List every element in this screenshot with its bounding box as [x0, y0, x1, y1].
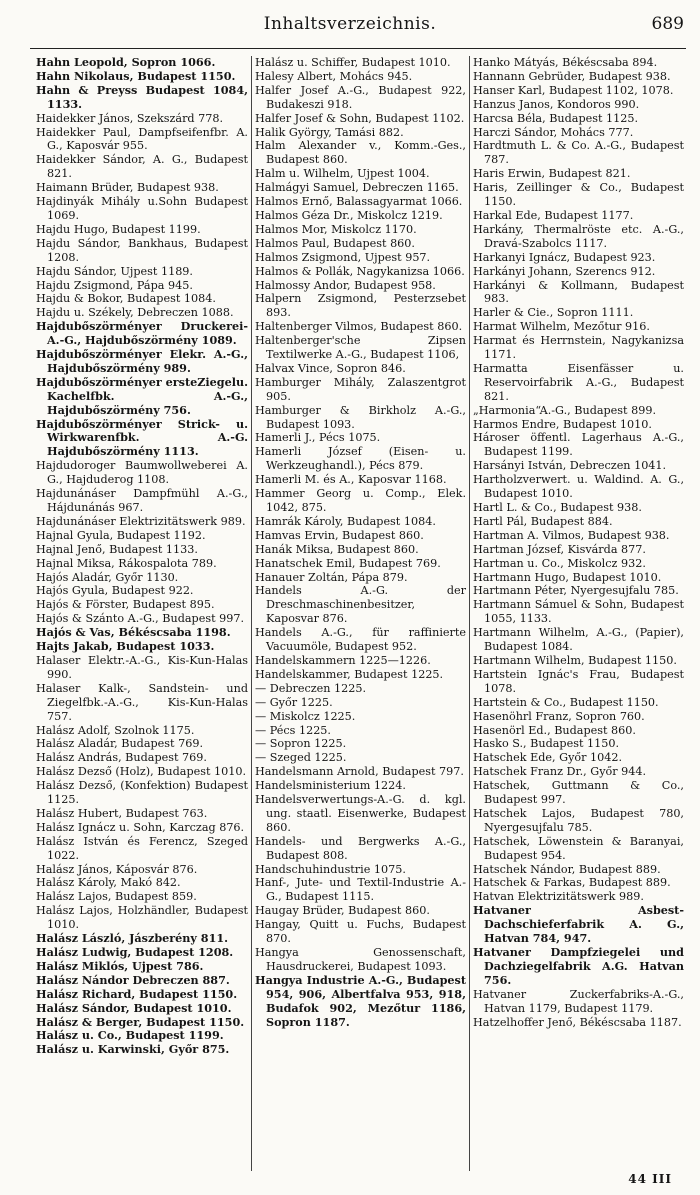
index-entry: Hajdubőszörményer Elekr. A.-G., Hajdubőszörmény 989.	[36, 347, 248, 375]
index-entry: — Pécs 1225.	[255, 723, 331, 737]
index-entry: Halm Alexander v., Komm.-Ges., Budapest 860.	[255, 139, 466, 167]
index-entry: Hajdu Sándor, Bankhaus, Budapest 1208.	[36, 236, 248, 264]
index-entry: Halpern Zsigmond, Pesterzsebet 893.	[255, 292, 466, 320]
index-entry: Halmos Géza Dr., Miskolcz 1219.	[255, 208, 443, 222]
index-entry: Hartmann Péter, Nyergesujfalu 785.	[473, 584, 679, 598]
index-entry: Hanser Karl, Budapest 1102, 1078.	[473, 83, 674, 97]
index-entry: Hamerli M. és A., Kaposvar 1168.	[255, 473, 447, 487]
index-entry: Haidekker János, Szekszárd 778.	[36, 111, 224, 125]
index-entry: Halik György, Tamási 882.	[255, 125, 404, 139]
index-entry: Hamburger & Birkholz A.-G., Budapest 1093.	[255, 403, 466, 431]
index-entry: Hajós Aladár, Győr 1130.	[36, 570, 179, 584]
index-entry: Haidekker Sándor, A. G., Budapest 821.	[36, 153, 248, 181]
index-entry: Haris Erwin, Budapest 821.	[473, 167, 631, 181]
index-entry: Halász Lajos, Budapest 859.	[36, 890, 197, 904]
index-entry: Harczi Sándor, Mohács 777.	[473, 125, 634, 139]
index-column-2	[251, 56, 469, 1171]
signature-mark: 44 III	[628, 1172, 672, 1186]
index-entry: Halász Károly, Makó 842.	[36, 876, 181, 890]
index-entry: Halm u. Wilhelm, Ujpest 1004.	[255, 167, 430, 181]
index-entry: Haltenberger Vilmos, Budapest 860.	[255, 320, 463, 334]
index-entry: Halász Richard, Budapest 1150.	[36, 986, 238, 1001]
index-entry: Harkányi Johann, Szerencs 912.	[473, 264, 656, 278]
index-entry: „Harmonia“A.-G., Budapest 899.	[473, 403, 657, 417]
index-entry: Hamburger Mihály, Zalaszentgrot 905.	[255, 375, 466, 403]
index-entry: — Miskolcz 1225.	[255, 709, 356, 723]
index-entry: Hartl L. & Co., Budapest 938.	[473, 501, 642, 514]
index-entry: Hatvan Elektrizitätswerk 989.	[473, 890, 644, 904]
index-entry: Halász András, Budapest 769.	[36, 751, 207, 765]
index-entry: Haris, Zeillinger & Co., Budapest 1150.	[473, 181, 684, 209]
index-entry: Hanák Miksa, Budapest 860.	[255, 542, 419, 556]
index-entry: Hajdunánáser Elektrizitätswerk 989.	[36, 514, 246, 528]
index-entry: Hatschek, Löwenstein & Baranyai, Budapest 954.	[473, 834, 684, 862]
index-entry: Handelsministerium 1224.	[255, 779, 406, 793]
index-entry: Hartmann Wilhelm, A.-G., (Papier), Budapest 1084.	[473, 626, 684, 654]
index-entry: Hajnal Jenő, Budapest 1133.	[36, 542, 198, 556]
page-number: 689	[651, 14, 684, 34]
index-column-3	[469, 56, 687, 1171]
index-entry: Hajós & Förster, Budapest 895.	[36, 598, 215, 612]
index-entry: Hartholzverwert. u. Waldind. A. G., Budapest 1010.	[473, 473, 684, 501]
page-header	[0, 0, 700, 48]
index-entry: Halesy Albert, Mohács 945.	[255, 69, 413, 83]
index-entry: Haidekker Paul, Dampfseifenfbr. A. G., Kaposvár 955.	[36, 125, 248, 153]
index-entry: Harmat Wilhelm, Mezőtur 916.	[473, 320, 650, 334]
index-entry: Hartmann Sámuel & Sohn, Budapest 1055, 1133.	[473, 598, 684, 626]
index-entry: Hajts Jakab, Budapest 1033.	[36, 639, 215, 654]
index-entry: Hajós Gyula, Budapest 922.	[36, 584, 194, 598]
index-entry: Hartmann Hugo, Budapest 1010.	[473, 570, 662, 584]
index-entry: Halász László, Jászberény 811.	[36, 931, 229, 946]
index-entry: Handels- und Bergwerks A.-G., Budapest 808.	[255, 834, 466, 862]
index-entry: Harkány, Thermalröste etc. A.-G., Dravá-Szabolcs 1117.	[473, 222, 684, 250]
index-entry: Hatschek Lajos, Budapest 780, Nyergesujfalu 785.	[473, 806, 684, 834]
index-entry: Hatvaner Asbest-Dachschieferfabrik A. G., Hatvan 784, 947.	[473, 903, 684, 946]
index-entry: Halmos Paul, Budapest 860.	[255, 236, 415, 250]
index-entry: Hajdudoroger Baumwollweberei A. G., Hajduderog 1108.	[36, 459, 248, 487]
index-entry: Halász Nándor Debreczen 887.	[36, 972, 230, 987]
index-entry: Hanauer Zoltán, Pápa 879.	[255, 570, 408, 584]
index-entry: Halmos & Pollák, Nagykanizsa 1066.	[255, 264, 465, 278]
index-entry: Hartstein & Co., Budapest 1150.	[473, 695, 659, 709]
index-entry: — Sopron 1225.	[255, 737, 347, 751]
index-entry: Hajnal Miksa, Rákospalota 789.	[36, 556, 217, 570]
index-entry: Haugay Brüder, Budapest 860.	[255, 904, 430, 918]
index-entry: Hammer Georg u. Comp., Elek. 1042, 875.	[255, 487, 466, 514]
index-entry: Halász Dezső (Holz), Budapest 1010.	[36, 765, 247, 779]
index-entry: Halmágyi Samuel, Debreczen 1165.	[255, 181, 459, 195]
index-entry: Hajnal Gyula, Budapest 1192.	[36, 528, 206, 542]
index-entry: Halász István és Ferencz, Szeged 1022.	[36, 834, 248, 862]
index-entry: Hangya Industrie A.-G., Budapest 954, 906, Albertfalva 953, 918, Budafok 902, Mezőtur 1186, Sopron 1187.	[255, 972, 466, 1029]
index-entry: Hatvaner Zuckerfabriks-A.-G., Hatvan 1179, Budapest 1179.	[473, 987, 684, 1015]
index-entry: Hartman József, Kisvárda 877.	[473, 542, 646, 556]
index-entry: Hahn & Preyss Budapest 1084, 1133.	[36, 82, 248, 111]
index-entry: Harler & Cie., Sopron 1111.	[473, 306, 634, 320]
index-entry: Hanko Mátyás, Békéscsaba 894.	[473, 56, 658, 69]
index-entry: Hajós & Vas, Békéscsaba 1198.	[36, 625, 231, 640]
index-entry: Hatschek Franz Dr., Győr 944.	[473, 765, 647, 779]
index-entry: Handelsverwertungs-A.-G. d. kgl. ung. staatl. Eisenwerke, Budapest 860.	[255, 793, 466, 834]
index-entry: Hajdinyák Mihály u.Sohn Budapest 1069.	[36, 195, 248, 222]
index-entry: Halász Sándor, Budapest 1010.	[36, 1000, 232, 1015]
page-title: Inhaltsverzeichnis.	[263, 14, 437, 34]
index-entry: Halász Adolf, Szolnok 1175.	[36, 723, 195, 737]
index-entry: Handels A.-G. der Dreschmaschinenbesitzer, Kaposvar 876.	[255, 584, 466, 626]
index-entry: Handelsmann Arnold, Budapest 797.	[255, 765, 464, 779]
index-entry: Hároser öffentl. Lagerhaus A.-G., Budapest 1199.	[473, 431, 684, 459]
index-entry: Halász Lajos, Holzhändler, Budapest 1010.	[36, 904, 248, 932]
index-entry: Halász u. Co., Budapest 1199.	[36, 1028, 224, 1043]
index-entry: — Debreczen 1225.	[255, 681, 367, 695]
index-entry: Halász u. Karwinski, Győr 875.	[36, 1042, 230, 1057]
index-entry: Handelskammern 1225—1226.	[255, 653, 431, 667]
header-rule	[30, 48, 686, 49]
index-entry: Handelskammer, Budapest 1225.	[255, 667, 444, 681]
index-entry: Hatschek Nándor, Budapest 889.	[473, 862, 661, 876]
index-entry: Hatschek & Farkas, Budapest 889.	[473, 876, 671, 890]
index-entry: Hatvaner Dampfziegelei und Dachziegelfabrik A.G. Hatvan 756.	[473, 945, 684, 987]
index-entry: Hajdubőszörményer Druckerei-A.-G., Hajdubőszörmény 1089.	[36, 319, 248, 348]
index-entry: Harmos Endre, Budapest 1010.	[473, 417, 652, 431]
index-entry: Hajdu Hugo, Budapest 1199.	[36, 222, 201, 236]
index-entry: — Szeged 1225.	[255, 751, 347, 765]
index-entry: Halvax Vince, Sopron 846.	[255, 361, 406, 375]
index-entry: Hartl Pál, Budapest 884.	[473, 514, 613, 528]
index-entry: Hasenöhrl Franz, Sopron 760.	[473, 709, 645, 723]
index-entry: Hanzus Janos, Kondoros 990.	[473, 97, 640, 111]
index-entry: Hajdunánáser Dampfmühl A.-G., Hájdunánás 967.	[36, 487, 248, 514]
index-entry: Harcsa Béla, Budapest 1125.	[473, 111, 639, 125]
index-entry: Harkal Ede, Budapest 1177.	[473, 208, 634, 222]
index-entry: Hamrák Károly, Budapest 1084.	[255, 514, 436, 528]
index-entry: Halfer Josef A.-G., Budapest 922, Budakeszi 918.	[255, 83, 466, 111]
index-entry: Halmos Ernő, Balassagyarmat 1066.	[255, 195, 463, 209]
index-entry: Harsányi István, Debreczen 1041.	[473, 459, 667, 473]
index-entry: Hajdu Sándor, Ujpest 1189.	[36, 264, 193, 278]
index-entry: Hamvas Ervin, Budapest 860.	[255, 528, 424, 542]
index-entry: — Győr 1225.	[255, 695, 333, 709]
index-entry: Hatschek, Guttmann & Co., Budapest 997.	[473, 779, 684, 807]
index-entry: Halász Ludwig, Budapest 1208.	[36, 945, 234, 959]
index-columns	[33, 56, 688, 1171]
index-entry: Harmatta Eisenfässer u. Reservoirfabrik A.-G., Budapest 821.	[473, 361, 684, 403]
index-entry: Halász u. Schiffer, Budapest 1010.	[255, 56, 451, 69]
index-entry: Halaser Elektr.-A.-G., Kis-Kun-Halas 990.	[36, 653, 248, 681]
index-entry: Halász & Berger, Budapest 1150.	[36, 1014, 245, 1029]
index-entry: Handschuhindustrie 1075.	[255, 862, 406, 876]
index-column-1	[33, 56, 251, 1171]
index-entry: Harmat és Herrnstein, Nagykanizsa 1171.	[473, 334, 684, 362]
index-entry: Hajdubőszörményer ersteZiegelu. Kachelfbk. A.-G., Hajdubőszörmény 756.	[36, 374, 248, 417]
index-entry: Harkányi & Kollmann, Budapest 983.	[473, 278, 684, 306]
index-entry: Halmos Zsigmond, Ujpest 957.	[255, 250, 431, 264]
index-entry: Hartstein Ignác's Frau, Budapest 1078.	[473, 667, 684, 695]
index-entry: Hamerli József (Eisen- u. Werkzeughandl.), Pécs 879.	[255, 445, 466, 473]
index-entry: Hanatschek Emil, Budapest 769.	[255, 556, 441, 570]
index-entry: Hatschek Ede, Győr 1042.	[473, 751, 623, 765]
index-entry: Haimann Brüder, Budapest 938.	[36, 181, 219, 195]
index-entry: Hasko S., Budapest 1150.	[473, 737, 620, 751]
index-entry: Halász János, Káposvár 876.	[36, 862, 198, 876]
index-entry: Hasenörl Ed., Budapest 860.	[473, 723, 636, 737]
index-entry: Hangay, Quitt u. Fuchs, Budapest 870.	[255, 918, 466, 946]
index-entry: Hamerli J., Pécs 1075.	[255, 431, 381, 445]
index-entry: Hahn Nikolaus, Budapest 1150.	[36, 68, 236, 83]
index-entry: Hannann Gebrüder, Budapest 938.	[473, 69, 671, 83]
index-entry: Hajdu Zsigmond, Pápa 945.	[36, 278, 193, 292]
index-entry: Handels A.-G., für raffinierte Vacuumöle, Budapest 952.	[255, 626, 466, 654]
index-entry: Hatzelhoffer Jenő, Békéscsaba 1187.	[473, 1015, 682, 1029]
index-entry: Harkanyi Ignácz, Budapest 923.	[473, 250, 656, 264]
index-entry: Hartman A. Vilmos, Budapest 938.	[473, 528, 670, 542]
index-entry: Hahn Leopold, Sopron 1066.	[36, 55, 216, 69]
index-entry: Hartman u. Co., Miskolcz 932.	[473, 556, 646, 570]
index-entry: Halaser Kalk-, Sandstein- und Ziegelfbk.-A.-G., Kis-Kun-Halas 757.	[36, 681, 248, 723]
index-entry: Halász Hubert, Budapest 763.	[36, 806, 208, 820]
index-entry: Halász Dezső, (Konfektion) Budapest 1125.	[36, 779, 248, 807]
index-entry: Halfer Josef & Sohn, Budapest 1102.	[255, 111, 465, 125]
index-entry: Hartmann Wilhelm, Budapest 1150.	[473, 653, 677, 667]
index-entry: Hajós & Szánto A.-G., Budapest 997.	[36, 612, 245, 626]
index-entry: Halász Miklós, Ujpest 786.	[36, 958, 204, 973]
index-entry: Hajdubőszörményer Strick- u. Wirkwarenfbk. A.-G. Hajdubőszörmény 1113.	[36, 416, 248, 459]
index-entry: Halmos Mor, Miskolcz 1170.	[255, 222, 417, 236]
index-entry: Hajdu u. Székely, Debreczen 1088.	[36, 306, 234, 320]
index-entry: Hajdu & Bokor, Budapest 1084.	[36, 292, 216, 306]
index-entry: Halász Ignácz u. Sohn, Karczag 876.	[36, 820, 245, 834]
index-entry: Hanf-, Jute- und Textil-Industrie A.-G., Budapest 1115.	[255, 876, 466, 904]
index-entry: Halász Aladár, Budapest 769.	[36, 737, 203, 751]
index-entry: Hardtmuth L. & Co. A.-G., Budapest 787.	[473, 139, 684, 167]
index-entry: Haltenberger'sche Zipsen Textilwerke A.-G., Budapest 1106,	[255, 334, 466, 362]
index-entry: Halmossy Andor, Budapest 958.	[255, 278, 436, 292]
index-entry: Hangya Genossenschaft, Hausdruckerei, Budapest 1093.	[255, 946, 466, 973]
